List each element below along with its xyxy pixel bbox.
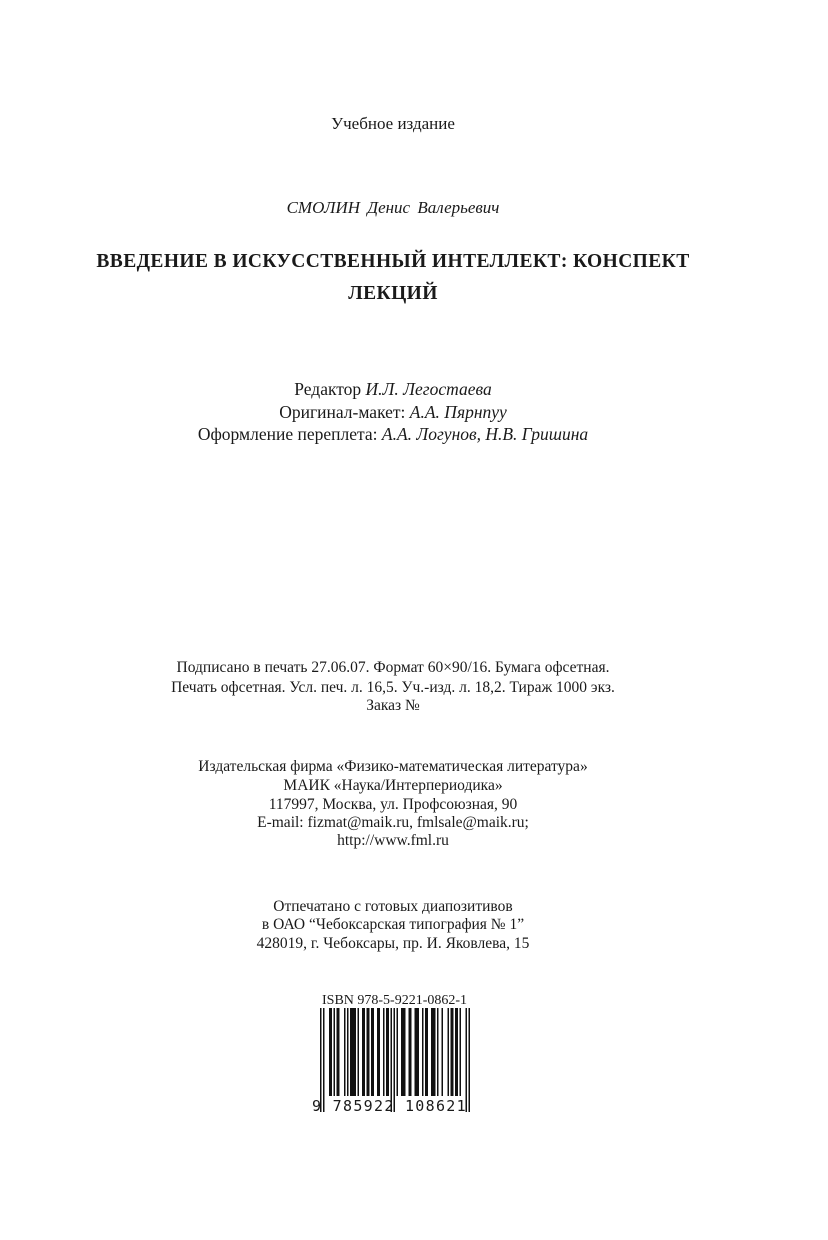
barcode-bar <box>388 1008 390 1096</box>
barcode-bar <box>434 1008 436 1096</box>
barcode-bar <box>397 1008 399 1096</box>
printer-line: в ОАО “Чебоксарская типография № 1” <box>261 916 525 933</box>
barcode-bar <box>416 1008 418 1096</box>
barcode-bar <box>350 1008 352 1096</box>
barcode-bar <box>401 1008 403 1096</box>
publisher-line: МАИК «Наука/Интерпериодика» <box>283 777 503 794</box>
barcode-bar <box>469 1008 471 1112</box>
barcode-bar <box>358 1008 360 1096</box>
print-info-line: Печать офсетная. Усл. печ. л. 16,5. Уч.-изд. л. 18,2. Тираж 1000 экз. <box>171 679 615 696</box>
barcode-bar <box>404 1008 406 1096</box>
barcode-bar <box>362 1008 364 1096</box>
barcode-bar <box>355 1008 357 1096</box>
barcode-bar <box>442 1008 444 1096</box>
credit-layout <box>0 402 786 423</box>
barcode-bar <box>455 1008 457 1096</box>
publisher-email: E-mail: fizmat@maik.ru, fmlsale@maik.ru; <box>257 814 529 831</box>
book-title-line-1: ВВЕДЕНИЕ В ИСКУССТВЕННЫЙ ИНТЕЛЛЕКТ: КОНСПЕКТ <box>96 251 690 272</box>
barcode-bar <box>329 1008 331 1096</box>
credit-role: Оформление переплета: <box>197 424 378 444</box>
barcode-bar <box>338 1008 340 1096</box>
barcode-bar <box>383 1008 385 1096</box>
barcode-bar <box>437 1008 439 1096</box>
barcode-bar <box>353 1008 355 1096</box>
barcode-bar <box>418 1008 420 1096</box>
credit-editor <box>0 379 786 400</box>
barcode-bar <box>347 1008 349 1096</box>
barcode-bar <box>364 1008 366 1096</box>
printer-line: Отпечатано с готовых диапозитивов <box>273 898 513 915</box>
print-info-line: Подписано в печать 27.06.07. Формат 60×90/16. Бумага офсетная. <box>176 659 610 676</box>
edition-type: Учебное издание <box>331 114 455 133</box>
credit-cover-design <box>0 424 786 445</box>
publisher-website: http://www.fml.ru <box>337 832 449 849</box>
barcode-bar <box>422 1008 424 1096</box>
barcode-bar <box>368 1008 370 1096</box>
barcode-bar <box>410 1008 412 1096</box>
barcode-bar <box>379 1008 381 1096</box>
barcode-bar <box>431 1008 433 1096</box>
barcode-bar <box>460 1008 462 1096</box>
barcode-digits: 9 785922 108621 <box>312 1097 467 1115</box>
author-name: СМОЛИН Денис Валерьевич <box>286 198 500 217</box>
book-title-line-2: ЛЕКЦИЙ <box>348 283 438 304</box>
print-info-line: Заказ № <box>366 697 420 714</box>
barcode-bar <box>457 1008 459 1096</box>
credit-role: Редактор <box>294 379 362 399</box>
credit-person: И.Л. Легостаева <box>365 379 492 399</box>
barcode-bar <box>425 1008 427 1096</box>
barcode-bar <box>371 1008 373 1096</box>
barcode-bar <box>352 1008 354 1096</box>
barcode-bar <box>337 1008 339 1096</box>
barcode-bar <box>331 1008 333 1096</box>
barcode-bar <box>386 1008 388 1096</box>
credit-person: А.А. Пярнпуу <box>409 402 507 422</box>
barcode-bar <box>344 1008 346 1096</box>
publisher-address: 117997, Москва, ул. Профсоюзная, 90 <box>268 796 518 813</box>
publisher-line: Издательская фирма «Физико-математическая литература» <box>198 758 588 775</box>
barcode-bar <box>403 1008 405 1096</box>
isbn-number: ISBN 978-5-9221-0862-1 <box>322 993 468 1008</box>
barcode-bar <box>433 1008 435 1096</box>
credit-person: А.А. Логунов, Н.В. Гришина <box>381 424 589 444</box>
barcode-bar <box>334 1008 336 1096</box>
credit-role: Оригинал-макет: <box>279 402 406 422</box>
barcode-bar <box>367 1008 369 1096</box>
barcode-bar <box>377 1008 379 1096</box>
barcode-bar <box>409 1008 411 1096</box>
printer-address: 428019, г. Чебоксары, пр. И. Яковлева, 15 <box>256 935 530 952</box>
barcode-bar <box>452 1008 454 1096</box>
barcode-bar <box>373 1008 375 1096</box>
barcode-bar <box>451 1008 453 1096</box>
barcode-bar <box>427 1008 429 1096</box>
barcode-bar <box>448 1008 450 1096</box>
barcode-bar <box>415 1008 417 1096</box>
